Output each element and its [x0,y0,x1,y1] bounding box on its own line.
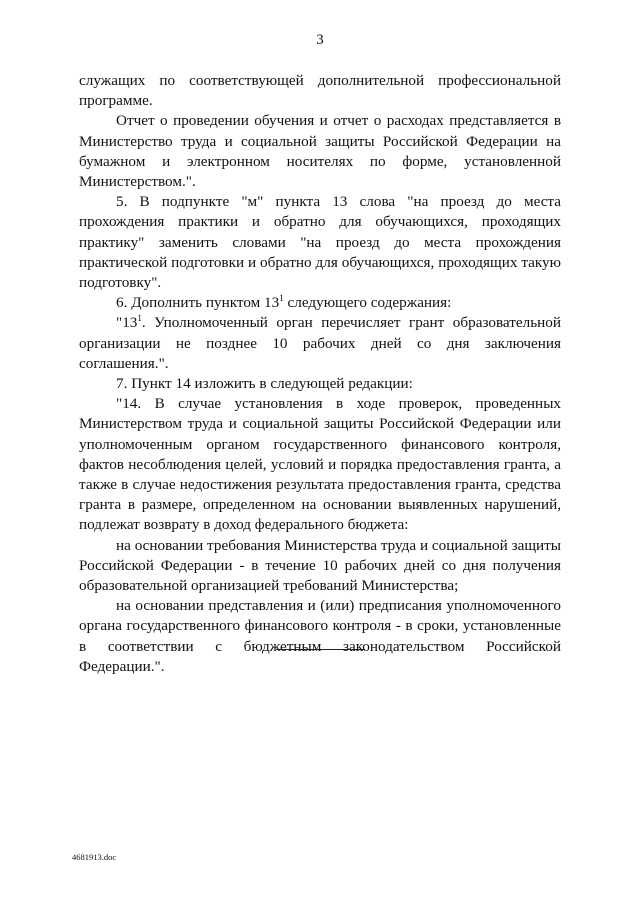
document-body [79,71,561,677]
paragraph-report: Отчет о проведении обучения и отчет о расходах представляется в Министерство труда и социальной защиты Российской Федерации на бумажном и электронном носителях по форме, установленной Министерством.". [79,112,561,191]
paragraph-item-6 [79,293,561,313]
paragraph-item-14: "14. В случае установления в ходе проверок, проведенных Министерством труда и социальной защиты Российской Федерации или уполномоченным органом государственного финансового контроля, фактов несоблюдения целей, условий и порядка предоставления гранта, а также в случае недостижения результата предоставления гранта, средства гранта в размере, определенном на основании выявленных нарушений, подлежат возврату в доход федерального бюджета: [79,395,561,534]
paragraph-continuation: служащих по соответствующей дополнительной профессиональной программе. [79,72,561,110]
paragraph-requirement: на основании требования Министерства труда и социальной защиты Российской Федерации - в течение 10 рабочих дней со дня получения образовательной организацией требований Министерства; [79,536,561,595]
paragraph-item-7: 7. Пункт 14 изложить в следующей редакции: [116,375,413,393]
item-13-1-text: "13 [116,314,138,332]
paragraph-item-5: 5. В подпункте "м" пункта 13 слова "на проезд до места прохождения практики и обратно для обучающихся, проходящих практику" заменить словами "на проезд до места прохождения практической подготовки и обратно для обучающихся, проходящих такую подготовку". [79,193,561,292]
item-6-superscript: 1 [279,293,284,304]
document-id: 4681913.doc [72,852,117,862]
page-number: 3 [316,32,324,48]
item-6-text-end: следующего содержания: [283,294,452,312]
closing-divider [276,649,365,650]
paragraph-prescription: на основании представления и (или) предписания уполномоченного органа государственного финансового контроля - в сроки, установленные в соответствии с бюджетным законодательством Российской Федерации.". [79,597,561,675]
item-13-1-superscript: 1 [137,313,142,324]
paragraph-item-13-1 [79,313,561,374]
item-6-text: 6. Дополнить пунктом 13 [116,294,280,312]
item-13-1-text-end: . Уполномоченный орган перечисляет грант образовательной организации не позднее 10 рабочих дней со дня заключения соглашения.". [79,314,561,372]
